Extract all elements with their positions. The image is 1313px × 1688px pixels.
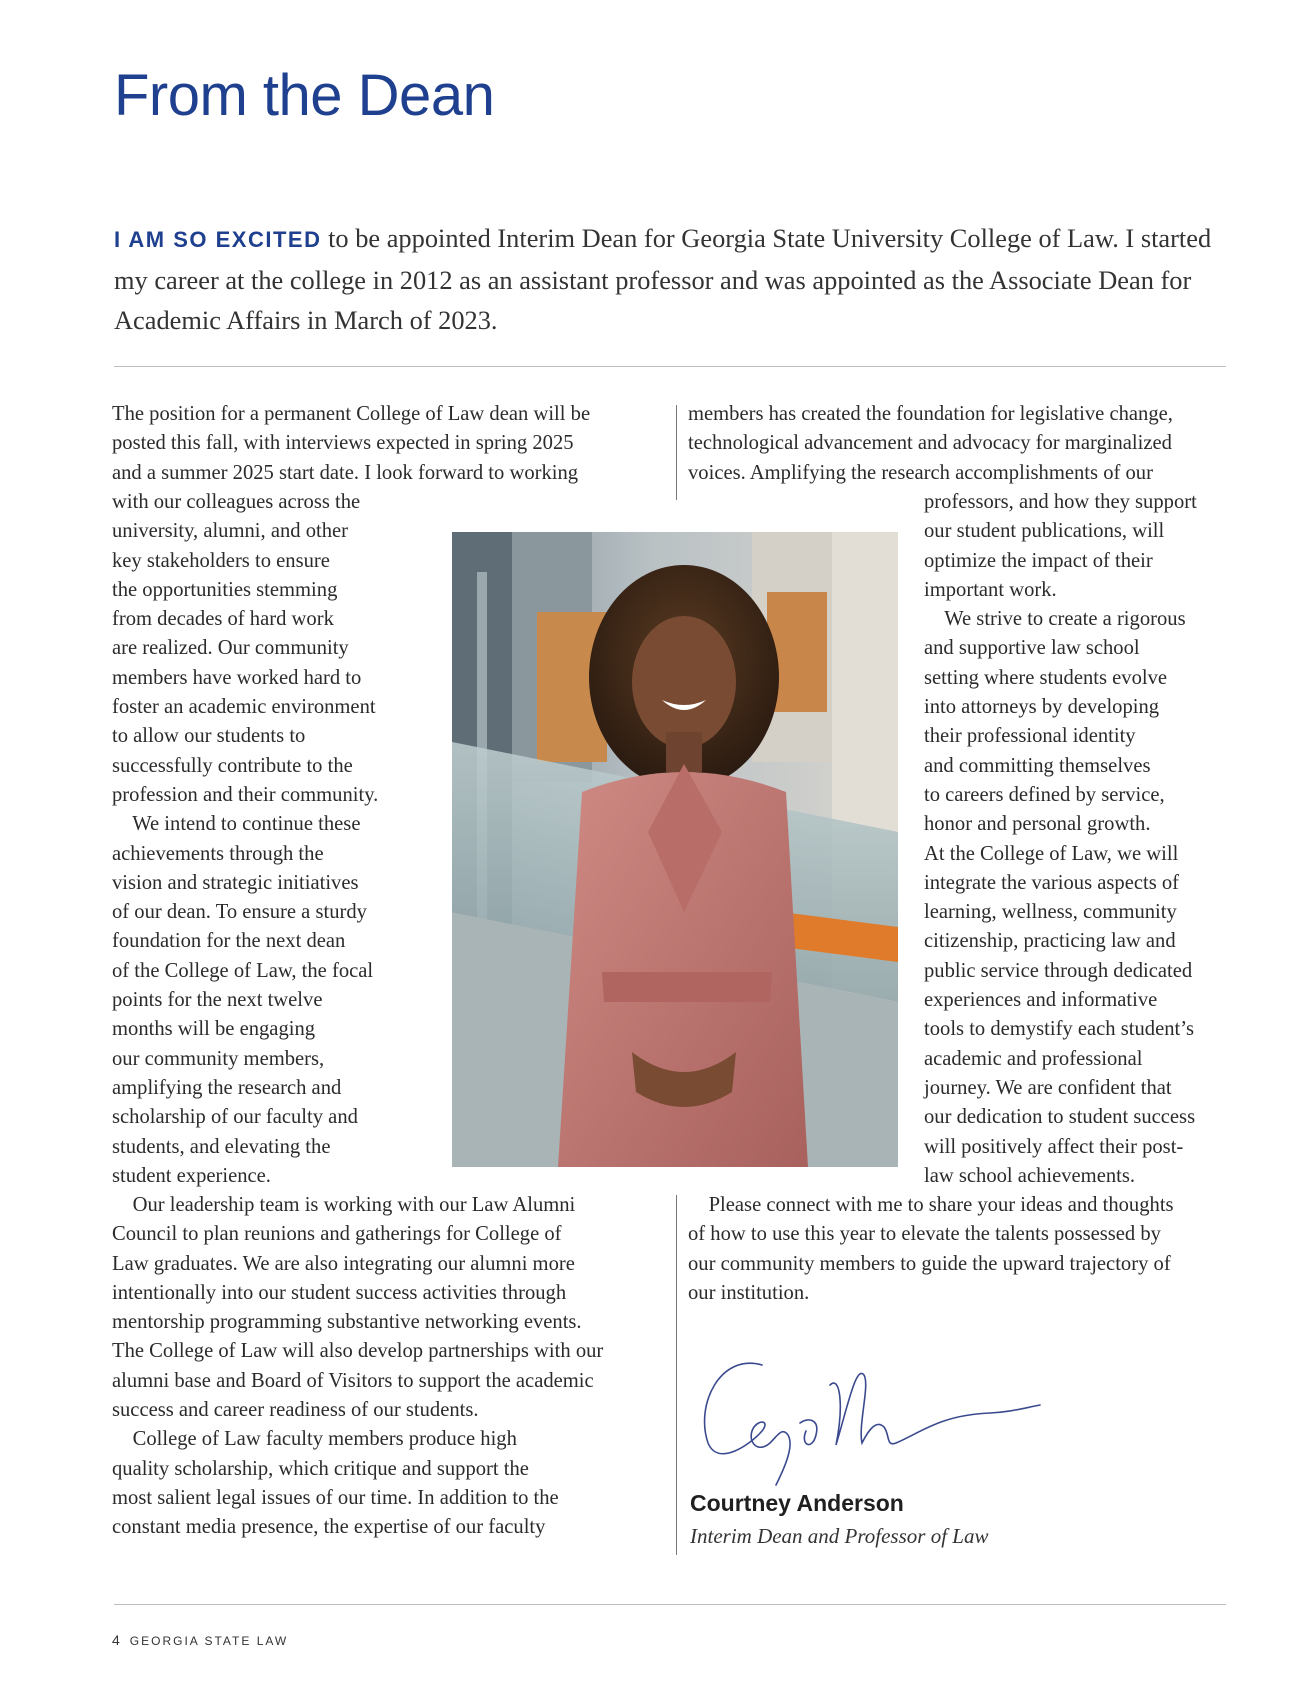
- page-footer: [112, 1632, 288, 1650]
- right-column-bottom: Please connect with me to share your ideas and thoughts of how to use this year to elevate the talents possessed by our community members to guide the upward trajectory of our institution.: [688, 1194, 1174, 1304]
- lead-paragraph: [114, 218, 1224, 340]
- column-divider-top: [676, 405, 677, 500]
- column-divider-bottom: [676, 1195, 677, 1555]
- dean-portrait-illustration: [452, 532, 898, 1167]
- signatory-name: Courtney Anderson: [690, 1490, 904, 1516]
- left-column-top: The position for a permanent College of Law dean will be posted this fall, with interviews expected in spring 2025 and a summer 2025 start date. I look forward to working: [112, 403, 591, 484]
- publication-name: GEORGIA STATE LAW: [129, 1634, 289, 1648]
- right-column-top: members has created the foundation for legislative change, technological advancement and advocacy for marginalized voices. Amplifying the research accomplishments of our: [688, 403, 1173, 484]
- dean-portrait-photo: [452, 532, 898, 1167]
- top-divider: [114, 366, 1226, 367]
- right-column-wrap: professors, and how they support our student publications, will optimize the impact of their important work. We strive to create a rigorous and supportive law school setting where students evolve into attorneys by developing their professional identity and committing themselves to careers defined by service, honor and personal growth. At the College of Law, we will integrate the various aspects of learning, wellness, community citizenship, practicing law and public service through dedicated experiences and informative tools to demystify each student’s academic and professional journey. We are confident that our dedication to student success will positively affect their post- law school achievements.: [924, 491, 1197, 1187]
- page-title: From the Dean: [114, 63, 495, 128]
- left-column-wrap: with our colleagues across the university, alumni, and other key stakeholders to ensure the opportunities stemming from decades of hard work are realized. Our community members have worked hard to foster an academic environment to allow our students to successfully contribute to the profession and their community. We intend to continue these achievements through the vision and strategic initiatives of our dean. To ensure a sturdy foundation for the next dean of the College of Law, the focal points for the next twelve months will be engaging our community members, amplifying the research and scholarship of our faculty and students, and elevating the student experience.: [112, 491, 379, 1187]
- lead-caps: I AM SO EXCITED: [114, 227, 322, 252]
- left-column-bottom: Our leadership team is working with our Law Alumni Council to plan reunions and gatherings for College of Law graduates. We are also integrating our alumni more intentionally into our student success activities through mentorship programming substantive networking events. The College of Law will also develop partnerships with our alumni base and Board of Visitors to support the academic success and career readiness of our students. College of Law faculty members produce high quality scholarship, which critique and support the most salient legal issues of our time. In addition to the constant media presence, the expertise of our faculty: [112, 1194, 604, 1539]
- signature-image: [690, 1335, 1070, 1495]
- footer-divider: [114, 1604, 1226, 1605]
- signatory-title: Interim Dean and Professor of Law: [690, 1524, 989, 1548]
- page-number: 4: [112, 1632, 120, 1648]
- lead-text: to be appointed Interim Dean for Georgia State University College of Law. I started my career at the college in 2012 as an assistant professor and was appointed as the Associate Dean for Academic Affairs in March of 2023.: [114, 223, 1212, 335]
